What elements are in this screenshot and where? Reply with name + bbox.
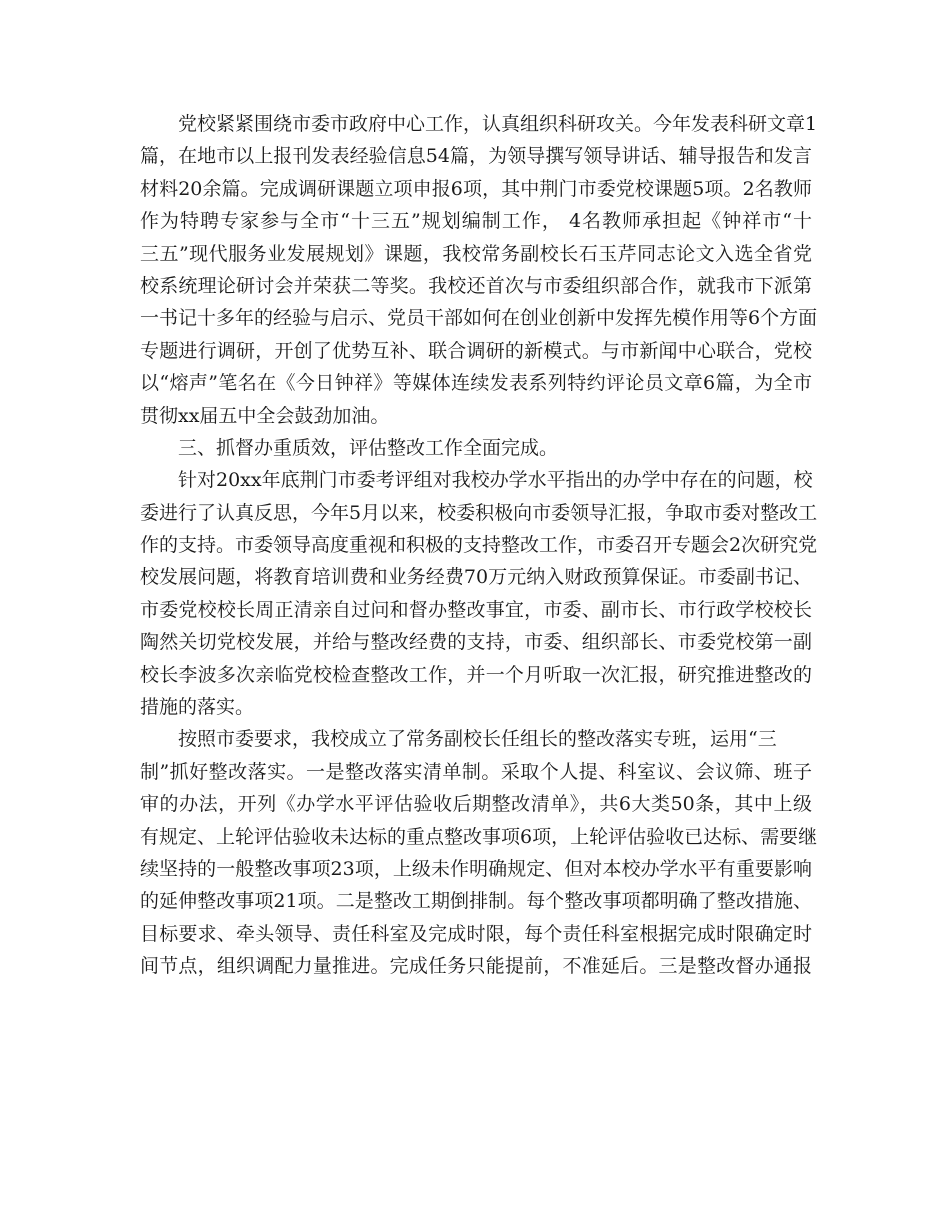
text-line: 制”抓好整改落实。一是整改落实清单制。采取个人提、科室议、会议筛、班子 [140, 760, 812, 783]
text-line: 措施的落实。 [140, 696, 255, 719]
text-line: 作的支持。市委领导高度重视和积极的支持整改工作，市委召开专题会2次研究党 [140, 534, 818, 557]
text-line: 市委党校校长周正清亲自过问和督办整改事宜，市委、副市长、市行政学校校长 [140, 598, 812, 621]
text-line: 间节点，组织调配力量推进。完成任务只能提前，不准延后。三是整改督办通报 [140, 955, 812, 978]
text-line: 一书记十多年的经验与启示、党员干部如何在创业创新中发挥先模作用等6个方面 [140, 307, 818, 330]
text-line: 陶然关切党校发展，并给与整改经费的支持，市委、组织部长、市委党校第一副 [140, 631, 812, 654]
text-line: 篇，在地市以上报刊发表经验信息54篇，为领导撰写领导讲话、辅导报告和发言 [140, 145, 812, 168]
paragraph-rectification-support [140, 464, 818, 723]
text-line: 校系统理论研讨会并荣获二等奖。我校还首次与市委组织部合作，就我市下派第 [140, 274, 812, 297]
text-line: 按照市委要求，我校成立了常务副校长任组长的整改落实专班，运用“三 [178, 728, 777, 751]
text-line: 有规定、上轮评估验收未达标的重点整改事项6项，上轮评估验收已达标、需要继 [140, 825, 818, 848]
section-heading [140, 432, 812, 464]
text-line: 校长李波多次亲临党校检查整改工作，并一个月听取一次汇报，研究推进整改的 [140, 663, 812, 686]
paragraph-research [140, 108, 818, 432]
heading-line: 三、抓督办重质效，评估整改工作全面完成。 [178, 436, 559, 459]
text-line: 的延伸整改事项21项。二是整改工期倒排制。每个整改事项都明确了整改措施、 [140, 890, 812, 913]
text-line: 专题进行调研，开创了优势互补、联合调研的新模式。与市新闻中心联合，党校 [140, 339, 812, 362]
text-line: 作为特聘专家参与全市“十三五”规划编制工作， 4名教师承担起《钟祥市“十 [140, 210, 812, 233]
text-line: 委进行了认真反思，今年5月以来，校委积极向市委领导汇报，争取市委对整改工 [140, 501, 818, 524]
text-line: 贯彻xx届五中全会鼓劲加油。 [140, 404, 390, 427]
text-line: 党校紧紧围绕市委市政府中心工作，认真组织科研攻关。今年发表科研文章1 [178, 113, 818, 135]
text-line: 针对20xx年底荆门市委考评组对我校办学水平指出的办学中存在的问题，校 [178, 469, 813, 492]
text-line: 三五”现代服务业发展规划》课题，我校常务副校长石玉芹同志论文入选全省党 [140, 242, 812, 265]
text-line: 续坚持的一般整改事项23项，上级未作明确规定、但对本校办学水平有重要影响 [140, 857, 812, 880]
document-body [140, 108, 818, 983]
text-line: 审的办法，开列《办学水平评估验收后期整改清单》，共6大类50条，其中上级 [140, 793, 812, 816]
text-line: 目标要求、牵头领导、责任科室及完成时限，每个责任科室根据完成时限确定时 [140, 922, 812, 945]
text-line: 材料20余篇。完成调研课题立项申报6项，其中荆门市委党校课题5项。2名教师 [140, 177, 812, 200]
paragraph-three-systems [140, 723, 818, 982]
text-line: 校发展问题，将教育培训费和业务经费70万元纳入财政预算保证。市委副书记、 [140, 566, 812, 589]
text-line: 以“熔声”笔名在《今日钟祥》等媒体连续发表系列特约评论员文章6篇，为全市 [140, 372, 812, 395]
